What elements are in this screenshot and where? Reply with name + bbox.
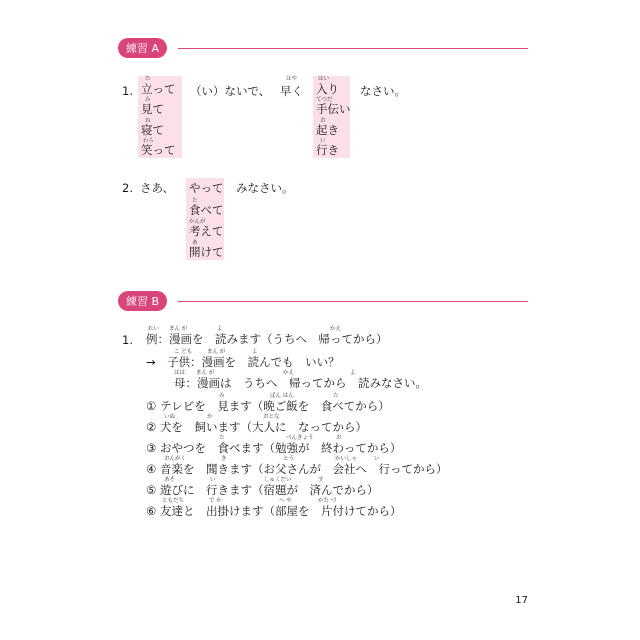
ruby: かえ (330, 326, 342, 332)
ruby: よ (252, 349, 258, 355)
ruby: まん が (207, 349, 226, 355)
ruby: よ (350, 370, 356, 376)
ruby: お (336, 435, 342, 441)
exercise-a2-head: さあ、 (140, 181, 175, 195)
ruby: まん が (196, 370, 215, 376)
target-option: 行き (316, 143, 339, 157)
ruby: しゅくだい (264, 477, 292, 483)
ruby: い (374, 456, 380, 462)
ruby: はい (318, 76, 330, 82)
ruby: かた づ (318, 498, 337, 504)
ruby: おんがく (164, 456, 187, 462)
exercise-a2-tail: みなさい。 (236, 181, 294, 195)
ruby: おとな (263, 414, 280, 420)
page-number: 17 (515, 595, 528, 606)
ruby: い (320, 138, 326, 144)
target-option: 入り (316, 82, 339, 96)
section-header-a (118, 38, 167, 58)
ruby: はは (174, 370, 186, 376)
ruby: で か (209, 498, 222, 504)
example-line-2: → 子供：漫画を 読んでも いい？ (146, 355, 340, 369)
practice-item: ① テレビを 見ます（晩ご飯を 食べてから） (146, 399, 390, 413)
section-header-b (118, 291, 167, 311)
ruby: あ (192, 240, 198, 246)
example-line-1: 例：漫画を 読みます（うちへ 帰ってから） (146, 332, 388, 346)
ruby: か (207, 414, 213, 420)
verb-option: 寝て (141, 123, 164, 137)
exercise-b-number: 1. (122, 333, 133, 347)
exercise-a2-number: 2. (122, 181, 133, 195)
ruby: あそ (164, 477, 176, 483)
practice-item: ③ おやつを 食べます（勉強が 終わってから） (146, 441, 402, 455)
target-option: 手伝い (316, 102, 351, 116)
exercise-a1-number: 1. (122, 84, 133, 98)
hayaku-text: 早く (280, 84, 303, 98)
ruby: よ (217, 326, 223, 332)
section-badge-b: 練習 B (118, 291, 167, 311)
ruby: はや (286, 76, 298, 82)
ruby: いぬ (164, 414, 176, 420)
ruby: み (219, 393, 225, 399)
practice-item: ② 犬を 飼います（大人に なってから） (146, 420, 367, 434)
ruby: かいしゃ (335, 456, 358, 462)
example-line-3: 母：漫画は うちへ 帰ってから 読みなさい。 (174, 376, 427, 390)
ruby: ともだち (162, 498, 185, 504)
ruby: かんが (189, 219, 206, 225)
paren-text: （い）ないで、 (190, 84, 271, 98)
section-badge-a: 練習 A (118, 38, 167, 58)
section-rule-a (178, 48, 528, 49)
ruby: れい (148, 326, 160, 332)
verb-option: 笑って (141, 143, 176, 157)
ruby: てつだ (316, 97, 333, 103)
practice-item: ⑤ 遊びに 行きます（宿題が 済んでから） (146, 483, 379, 497)
verb-option: 開けて (189, 245, 224, 259)
ruby: べんきょう (286, 435, 314, 441)
ruby: い (210, 477, 216, 483)
ruby: ね (145, 118, 151, 124)
ruby: た (192, 198, 198, 204)
verb-option: 食べて (189, 203, 224, 217)
target-option: 起き (316, 123, 339, 137)
ruby: まん が (169, 326, 188, 332)
ruby: す (318, 477, 324, 483)
ruby: かえ (283, 370, 295, 376)
ruby: とう (283, 456, 295, 462)
verb-option: 立って (141, 82, 176, 96)
ruby: た (145, 76, 151, 82)
practice-item: ⑥ 友達と 出掛けます（部屋を 片付けてから） (146, 504, 402, 518)
ruby: わら (143, 138, 155, 144)
ruby: き (221, 456, 227, 462)
ruby: ばん はん (270, 393, 294, 399)
section-rule-b (178, 301, 528, 302)
verb-option: 考えて (189, 224, 224, 238)
ruby: み (145, 97, 151, 103)
ruby: こ ども (174, 349, 193, 355)
verb-option: 見て (141, 102, 164, 116)
ruby: た (333, 393, 339, 399)
verb-option: やって (189, 181, 224, 195)
practice-item: ④ 音楽を 聞きます（お父さんが 会社へ 行ってから） (146, 462, 448, 476)
ruby: へ や (279, 498, 292, 504)
ruby: た (219, 435, 225, 441)
ruby: お (320, 118, 326, 124)
exercise-a1-tail: なさい。 (360, 84, 406, 98)
